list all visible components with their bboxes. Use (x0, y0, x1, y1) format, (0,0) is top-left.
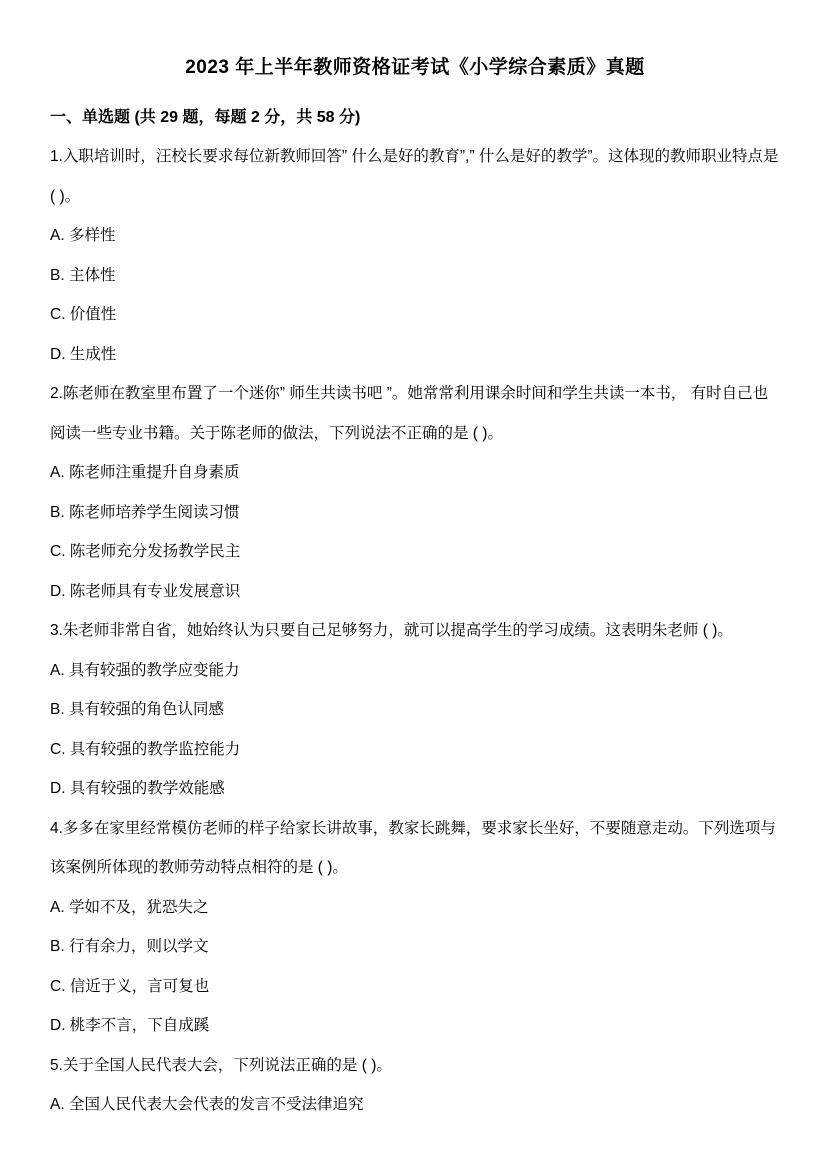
question-4-option-b: B. 行有余力，则以学文 (50, 938, 209, 955)
question-4-option-c: C. 信近于义，言可复也 (50, 977, 210, 995)
question-1-option-c: C. 价值性 (50, 306, 117, 323)
question-5-text: 5.关于全国人民代表大会，下列说法正确的是 ( )。 (50, 1056, 392, 1074)
question-2-option-c: C. 陈老师充分发扬教学民主 (50, 543, 241, 560)
question-1-option-d: D. 生成性 (50, 345, 117, 363)
question-3-option-c: C. 具有较强的教学监控能力 (50, 740, 241, 758)
question-3-option-a: A. 具有较强的教学应变能力 (50, 661, 240, 679)
question-4-option-a: A. 学如不及，犹恐失之 (50, 898, 209, 916)
question-4-option-d: D. 桃李不言，下自成蹊 (50, 1017, 210, 1034)
question-2-text: 2.陈老师在教室里布置了一个迷你” 师生共读书吧 ”。她常常利用课余时间和学生共读一本书， 有时自己也阅读一些专业书籍。关于陈老师的做法，下列说法不正确的是 ( )。 (50, 385, 769, 442)
question-3-option-d: D. 具有较强的教学效能感 (50, 780, 225, 797)
question-1-option-b: B. 主体性 (50, 266, 116, 284)
question-2-option-d: D. 陈老师具有专业发展意识 (50, 582, 241, 600)
section-heading: 一、单选题 (共 29 题，每题 2 分，共 58 分) (50, 108, 361, 126)
question-1-text: 1.入职培训时，汪校长要求每位新教师回答” 什么是好的教育”,” 什么是好的教学”。这体现的教师职业特点是 ( )。 (50, 148, 779, 205)
question-2-option-a: A. 陈老师注重提升自身素质 (50, 464, 240, 481)
question-4-text: 4.多多在家里经常模仿老师的样子给家长讲故事，教家长跳舞，要求家长坐好，不要随意走动。下列选项与该案例所体现的教师劳动特点相符的是 ( )。 (50, 819, 776, 876)
question-3-option-b: B. 具有较强的角色认同感 (50, 701, 224, 718)
question-2-option-b: B. 陈老师培养学生阅读习惯 (50, 503, 240, 521)
question-1-option-a: A. 多样性 (50, 227, 116, 244)
question-3-text: 3.朱老师非常自省，她始终认为只要自己足够努力，就可以提高学生的学习成绩。这表明朱老师 ( )。 (50, 622, 733, 639)
page-title: 2023 年上半年教师资格证考试《小学综合素质》真题 (185, 57, 645, 78)
question-5-option-a: A. 全国人民代表大会代表的发言不受法律追究 (50, 1096, 364, 1113)
